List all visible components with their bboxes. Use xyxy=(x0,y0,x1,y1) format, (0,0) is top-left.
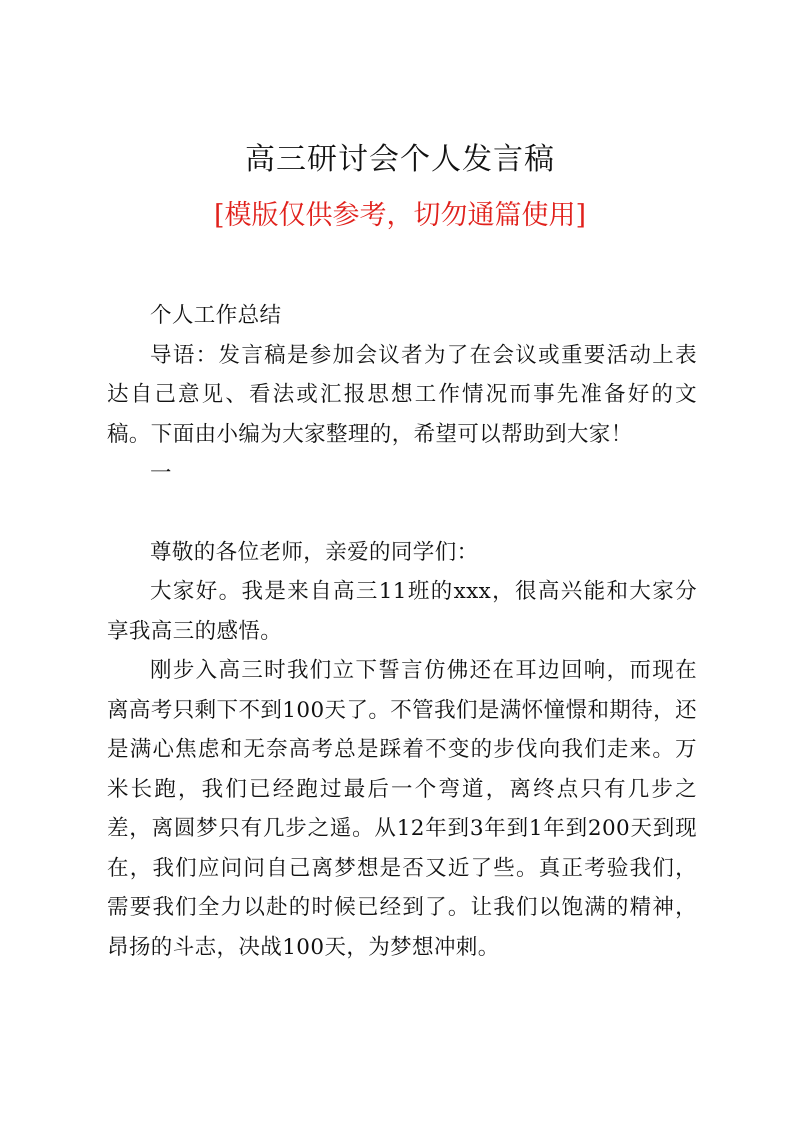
section-number: 一 xyxy=(150,461,172,486)
document-title: 高三研讨会个人发言稿 xyxy=(245,142,555,177)
section-heading: 个人工作总结 xyxy=(150,303,282,328)
document-body xyxy=(107,296,697,967)
greeting-paragraph: 大家好。我是来自高三11班的xxx，很高兴能和大家分享我高三的感悟。 xyxy=(107,579,697,644)
salutation: 尊敬的各位老师，亲爱的同学们： xyxy=(150,539,479,565)
intro-paragraph: 导语：发言稿是参加会议者为了在会议或重要活动上表达自己意见、看法或汇报思想工作情况而事先准备好的文稿。下面由小编为大家整理的，希望可以帮助到大家！ xyxy=(107,342,697,447)
template-notice: [模版仅供参考，切勿通篇使用] xyxy=(213,200,587,231)
main-paragraph: 刚步入高三时我们立下誓言仿佛还在耳边回响，而现在离高考只剩下不到100天了。不管我们是满怀憧憬和期待，还是满心焦虑和无奈高考总是踩着不变的步伐向我们走来。万米长跑，我们已经跑过最后一个弯道，离终点只有几步之差，离圆梦只有几步之遥。从12年到3年到1年到200天到现在，我们应问问自己离梦想是否又近了些。真正考验我们，需要我们全力以赴的时候已经到了。让我们以饱满的精神，昂扬的斗志，决战100天，为梦想冲刺。 xyxy=(107,658,697,960)
